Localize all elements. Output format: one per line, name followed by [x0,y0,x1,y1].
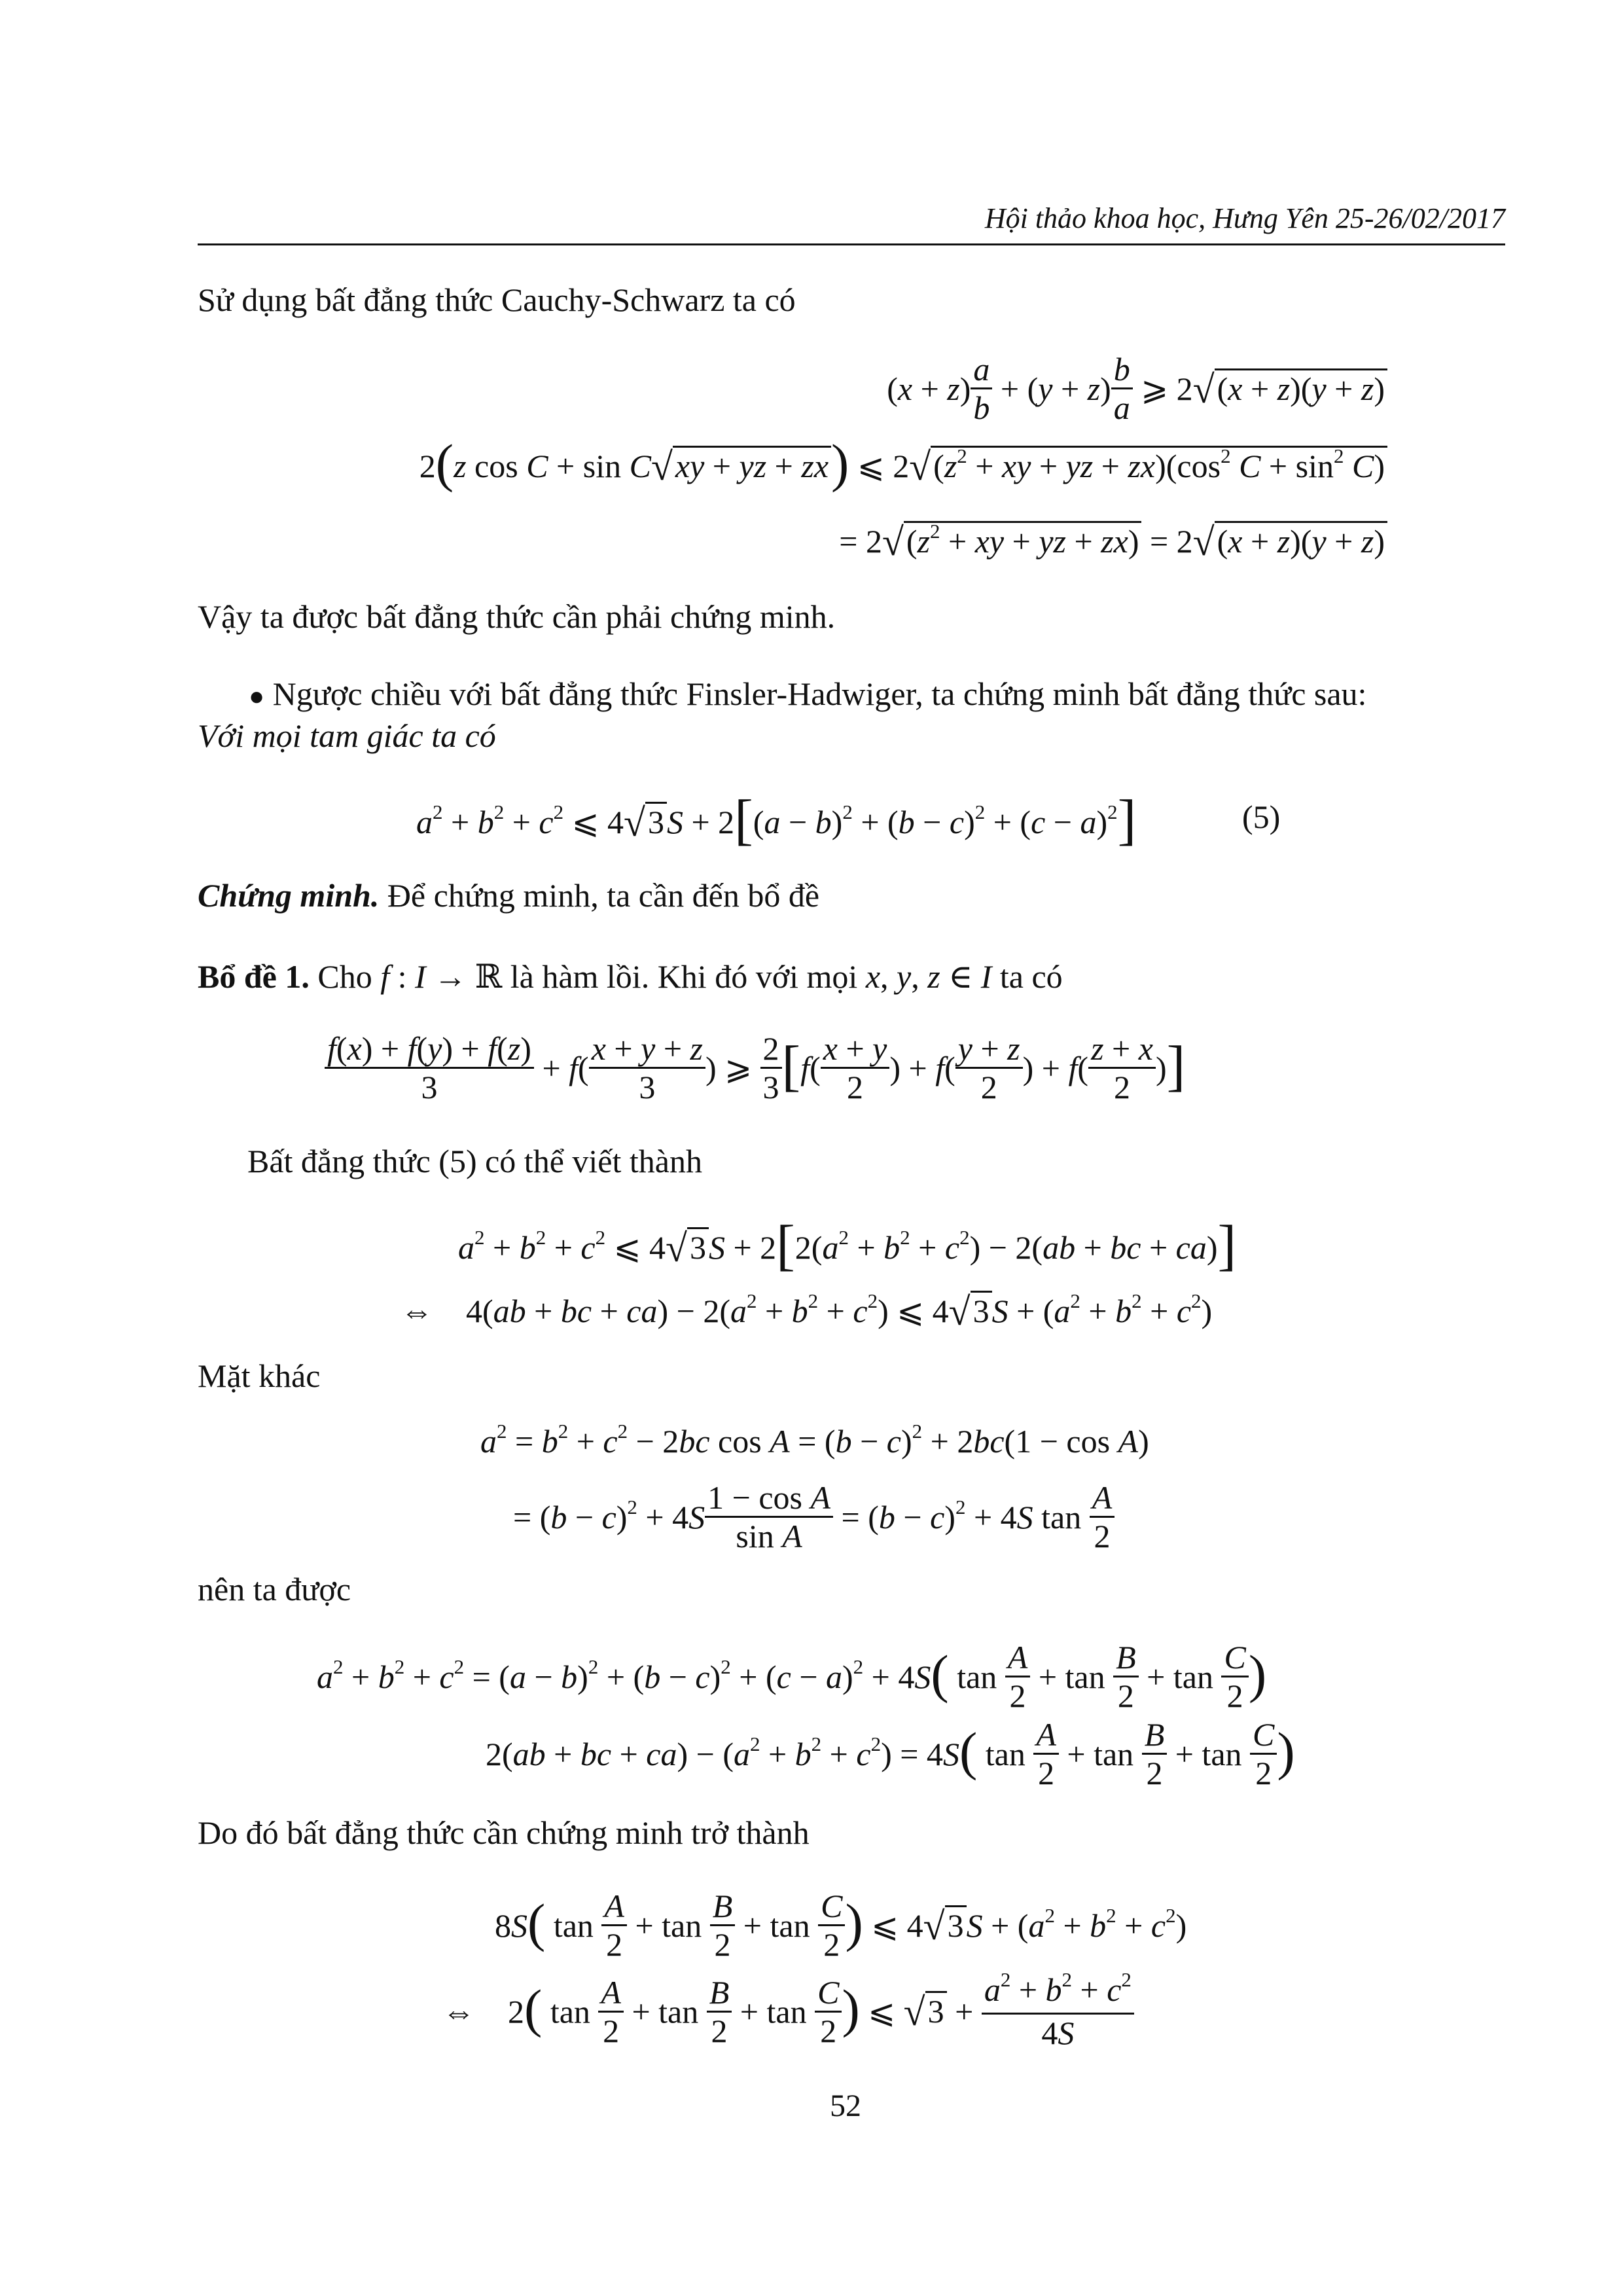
equation-cosine-line-1: $a^2 = b^2 + c^2 - 2bc$ $\cos A = (b - c)^2 + 2bc(1 - \cos A)$ [480,1420,1149,1460]
paragraph-therefore: Do đó bất đẳng thức cần chứng minh trở thành [198,1814,810,1851]
paragraph-so-we-get: nên ta được [198,1571,351,1607]
lemma-line: Bổ đề 1. Cho f : I → ℝ là hàm lồi. Khi đó với mọi x, y, z ∈ I ta có [198,958,1063,995]
equation-rewrite-line-1: $a^2 + b^2 + c^2$ ⩽ $4√3S + 2[2(a^2 + b^2 + c^2) - 2(ab$ + bc + ca)] [458,1213,1237,1276]
lemma-text-b: là hàm lồi. Khi đó với mọi [510,958,858,995]
paragraph-rewrite: Bất đẳng thức (5) có thể viết thành [247,1143,702,1179]
equation-rewrite-line-2: ⇔ 4(ab + bc + $ca) - 2(a^2 + b^2 + c^2)$ ⩽ $4√3S + (a^2 + b^2 + c^2)$ [401,1289,1213,1333]
lemma-text-a: Cho [317,958,372,995]
header-rule [198,243,1505,245]
equation-sum-squares: $a^2 + b^2 + c^2 = (a - b)^2 + (b - c)^2 + (c - a)^2 + 4S$( tan $\frac{A}{2}$ + tan $\frac{B}{2}$ + tan $\frac{C}{2}$ ) [317,1639,1267,1714]
lemma-label: Bổ đề 1. [198,958,310,995]
equation-cs-line-2: 2(z cos C + sin C√xy + yz + zx) ⩽ $2√(z^2$ + xy + yz + $zx)(\cos^2$ $C + \sin^2 C$) [419,440,1387,489]
equation-cs-line-3: = $2√(z^2$ + xy + yz + zx) = 2√(x + z)(y + z) [839,517,1387,564]
equation-5: $a^2 + b^2 + c^2$ ⩽ $4√3S + 2[(a - b)^2 + (b - c)^2 + (c - a)^2]$ [416,788,1137,851]
proof-line [198,876,819,915]
equation-cosine-line-2: = $(b - c)^2 + 4S$ $\frac{\text{1 − cos A}}{\text{sin A}}$ = $(b - c)^2 + 4S$ tan $\frac{A}{2}$ [513,1483,1115,1558]
page-number: 52 [830,2089,861,2123]
equation-final-line-1: 8S( tan $\frac{A}{2}$ + tan $\frac{B}{2}$ + tan $\frac{C}{2}$ ) ⩽ $4√3S + (a^2 + b^2 + c^2)$ [495,1888,1187,1963]
equation-lemma: $\frac{f(x) + f(y) + f(z)}{3}$ + f( $\frac{x + y + z}{3}$ ) ⩾ $\frac{2}{3}$ [f( $\frac{x + y}{2}$ ) + f( $\frac{y + z}{2}$ ) + f( $\frac{z + x}{2}$ )] [325,1034,1185,1109]
italic-statement: Với mọi tam giác ta có [198,717,496,754]
equation-sum-products: 2(ab + bc + $ca) - (a^2 + b^2 + c^2) = 4S$( tan $\frac{A}{2}$ + tan $\frac{B}{2}$ + tan $\frac{C}{2}$ ) [486,1716,1295,1791]
lemma-text-c: ta có [999,958,1063,995]
bullet-item [249,674,1366,716]
bullet-text: Ngược chiều với bất đẳng thức Finsler-Hadwiger, ta chứng minh bất đẳng thức sau: [272,675,1367,712]
equation-cs-line-1: (x + z) $\frac{a}{b}$ + (y + z) $\frac{b}{a}$ ⩾ 2√(x + z)(y + z) [887,355,1387,430]
paragraph-otherwise: Mặt khác [198,1357,321,1394]
equation-number-5: (5) [1242,798,1281,835]
equation-final-line-2: ⇔ 2( tan $\frac{A}{2}$ + tan $\frac{B}{2}$ + tan $\frac{C}{2}$ ) ⩽ √3 + $\frac{a^2 + b^2 + c^2}{4S}$ [442,1975,1134,2055]
running-header: Hội thảo khoa học, Hưng Yên 25-26/02/2017 [984,202,1505,234]
paragraph-conclusion: Vậy ta được bất đẳng thức cần phải chứng minh. [198,598,836,635]
proof-label: Chứng minh. [198,877,380,914]
paragraph-cauchy-schwarz: Sử dụng bất đẳng thức Cauchy-Schwarz ta có [198,281,796,318]
bullet-icon: ● [249,681,265,711]
proof-text: Để chứng minh, ta cần đến bổ đề [387,877,820,914]
